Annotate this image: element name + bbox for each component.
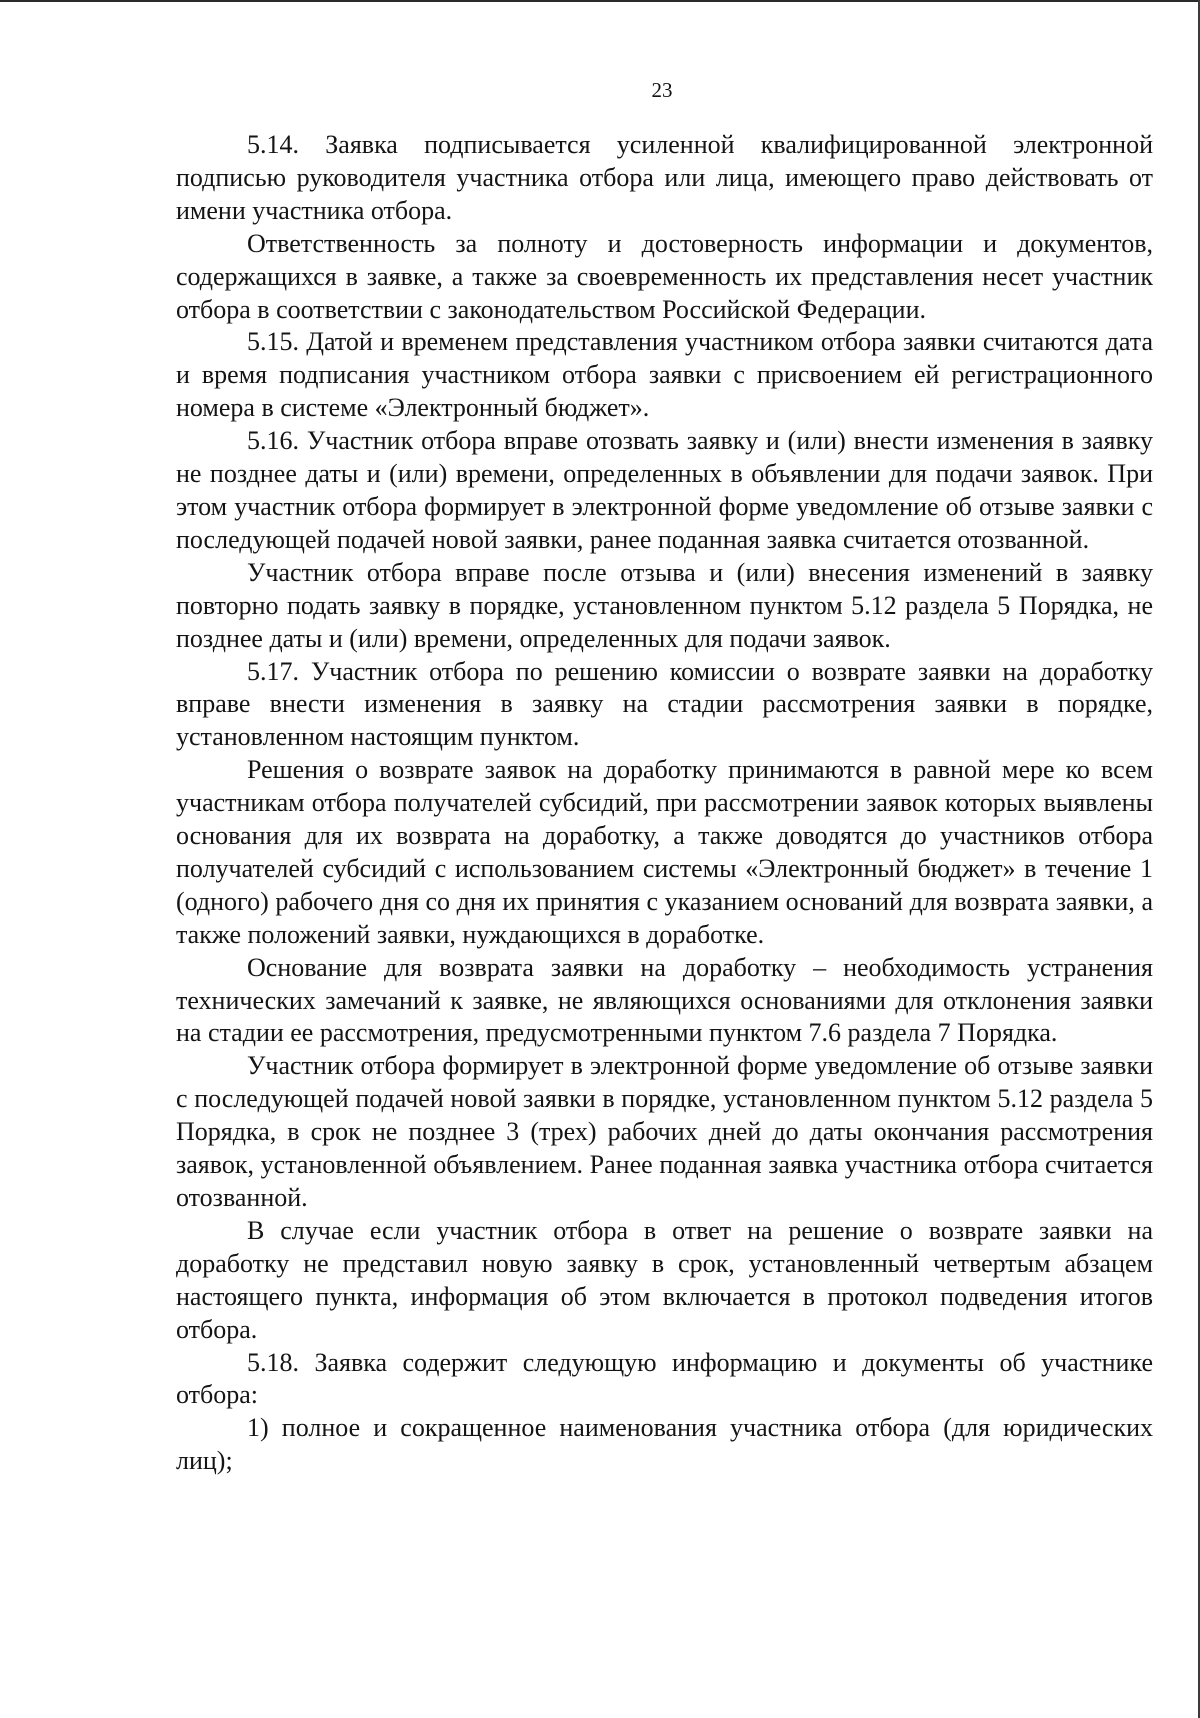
paragraph-responsibility: Ответственность за полноту и достоверность информации и документов, содержащихся в заявке, а также за своевременность их представления несет участник отбора в соответствии с законодательством Российской Федерации.: [176, 228, 1153, 324]
paragraph-return-grounds: Основание для возврата заявки на доработку – необходимость устранения технических замечаний к заявке, не являющихся основаниями для отклонения заявки на стадии ее рассмотрения, предусмотренными пунктом 7.6 раздела 7 Порядка.: [176, 952, 1153, 1048]
paragraph-5-18: 5.18. Заявка содержит следующую информацию и документы об участнике отбора:: [176, 1347, 1153, 1410]
paragraph-5-15: 5.15. Датой и временем представления участником отбора заявки считаются дата и время подписания участником отбора заявки с присвоением ей регистрационного номера в системе «Электронный бюджет».: [176, 327, 1153, 423]
paragraph-no-resubmission: В случае если участник отбора в ответ на решение о возврате заявки на доработку не представил новую заявку в срок, установленный четвертым абзацем настоящего пункта, информация об этом включается в протокол подведения итогов отбора.: [176, 1215, 1153, 1344]
document-body: [176, 129, 1153, 1478]
paragraph-5-17: 5.17. Участник отбора по решению комиссии о возврате заявки на доработку вправе внести изменения в заявку на стадии рассмотрения заявки в порядке, установленном настоящим пунктом.: [176, 656, 1153, 752]
paragraph-5-14: 5.14. Заявка подписывается усиленной квалифицированной электронной подписью руководителя участника отбора или лица, имеющего право действовать от имени участника отбора.: [176, 130, 1153, 225]
paragraph-withdrawal-notice: Участник отбора формирует в электронной форме уведомление об отзыве заявки с последующей подачей новой заявки в порядке, установленном пунктом 5.12 раздела 5 Порядка, в срок не позднее 3 (трех) рабочих дней до даты окончания рассмотрения заявок, установленной объявлением. Ранее поданная заявка участника отбора считается отозванной.: [176, 1051, 1153, 1212]
page-number: 23: [651, 78, 673, 102]
scan-edge-top: [0, 0, 1200, 2]
paragraph-return-decisions: Решения о возврате заявок на доработку принимаются в равной мере ко всем участникам отбора получателей субсидий, при рассмотрении заявок которых выявлены основания для их возврата на доработку, а также доводятся до участников отбора получателей субсидий с использованием системы «Электронный бюджет» в течение 1 (одного) рабочего дня со дня их принятия с указанием оснований для возврата заявки, а также положений заявки, нуждающихся в доработке.: [176, 755, 1153, 949]
paragraph-5-16: 5.16. Участник отбора вправе отозвать заявку и (или) внести изменения в заявку не позднее даты и (или) времени, определенных в объявлении для подачи заявок. При этом участник отбора формирует в электронной форме уведомление об отзыве заявки с последующей подачей новой заявки, ранее поданная заявка считается отозванной.: [176, 426, 1153, 554]
list-item-1: 1) полное и сокращенное наименования участника отбора (для юридических лиц);: [176, 1413, 1153, 1476]
paragraph-resubmission: Участник отбора вправе после отзыва и (или) внесения изменений в заявку повторно подать заявку в порядке, установленном пунктом 5.12 раздела 5 Порядка, не позднее даты и (или) времени, определенных для подачи заявок.: [176, 557, 1153, 653]
